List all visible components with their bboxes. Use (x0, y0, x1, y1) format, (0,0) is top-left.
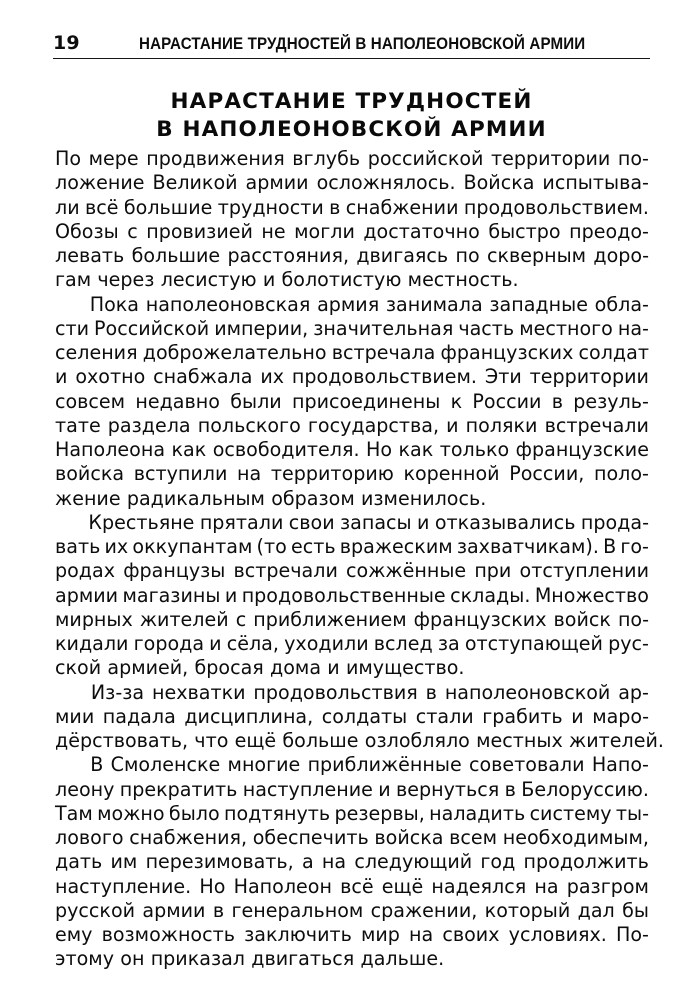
word: Великой (152, 171, 238, 195)
word: армии (245, 171, 309, 195)
word: снабжения, (129, 826, 248, 849)
word: России, (509, 462, 585, 486)
word: французских (413, 607, 547, 631)
word: леону (55, 777, 115, 801)
word: города (133, 632, 205, 655)
paragraph (55, 147, 649, 293)
word: и (571, 704, 584, 728)
word: который (484, 898, 571, 922)
word: армия (317, 292, 380, 316)
word: и (55, 365, 68, 389)
word: обеспечить (252, 826, 369, 849)
text-line (55, 559, 649, 583)
word: сти (55, 316, 90, 340)
word: как (398, 438, 434, 461)
word: наступление. (55, 874, 192, 898)
word: государства, (307, 413, 440, 437)
word: к (450, 389, 463, 413)
word: грабить (482, 704, 563, 728)
word: в (425, 680, 437, 704)
word: большие (123, 195, 213, 219)
text-line (55, 244, 649, 268)
word: вражеским (339, 535, 453, 558)
word: кидали (55, 632, 129, 655)
word: Из-за (90, 680, 145, 704)
word: Крестьяне (88, 510, 195, 534)
text-line (55, 293, 649, 317)
word: а (301, 850, 314, 874)
word: за (437, 632, 460, 655)
word: По (55, 147, 82, 170)
word: снабжении (345, 195, 459, 219)
word: рус- (608, 632, 649, 655)
word: освободителя. (212, 438, 360, 461)
word: Эти (484, 365, 522, 389)
word: по- (617, 607, 649, 631)
page-title (53, 88, 650, 144)
word: в (551, 389, 563, 413)
word: вернуться (396, 777, 500, 801)
word: войск (553, 607, 611, 631)
word: встречали (233, 559, 338, 583)
word: в (504, 777, 516, 801)
word: двигаясь (356, 244, 449, 267)
word: на (409, 923, 434, 946)
text-line (55, 875, 649, 899)
header-rule (53, 58, 650, 59)
word: продвижения (146, 147, 285, 170)
text-line (55, 632, 649, 656)
paragraph (55, 753, 649, 971)
body-text (55, 147, 664, 972)
word: могли (294, 219, 355, 243)
text-line (55, 317, 649, 341)
word: следующий (354, 850, 473, 874)
word: и (224, 583, 238, 607)
word: наполеоновской (444, 680, 611, 704)
word: охотно (75, 365, 146, 389)
word: возможность (101, 923, 235, 946)
text-line (55, 462, 649, 486)
word: Там (55, 801, 93, 825)
word: условиях. (508, 923, 607, 946)
word: заключить (244, 923, 352, 946)
word: подтянуть (224, 801, 331, 825)
word: прекратить (119, 777, 238, 801)
word: всё (340, 874, 374, 898)
word: поляки (465, 413, 538, 437)
word: ли (55, 195, 80, 219)
word: французы (123, 559, 226, 583)
word: доброжелательно (142, 341, 327, 364)
running-head-title: НАРАСТАНИЕ ТРУДНОСТЕЙ В НАПОЛЕОНОВСКОЙ АРМИИ (139, 35, 586, 53)
word: вступили (133, 462, 228, 486)
word: родах (55, 559, 116, 583)
word: было (168, 801, 220, 825)
word: мирных (55, 607, 133, 631)
word: на (237, 462, 262, 486)
word: были (230, 389, 282, 413)
word: дал (577, 898, 615, 922)
word: перезимовать, (145, 850, 294, 874)
word: продовольствием. (291, 365, 477, 389)
word: систему (529, 801, 612, 825)
word: вслед (373, 632, 433, 655)
word: По- (615, 923, 649, 946)
word: тате (55, 413, 101, 437)
word: жителей (139, 607, 229, 631)
word: русской (55, 898, 136, 922)
word: селения (55, 341, 138, 364)
text-line (55, 341, 649, 365)
word: и (378, 777, 391, 801)
word: уходили (284, 632, 369, 655)
word: французские (515, 438, 649, 461)
word: наладить (429, 801, 526, 825)
word: приближением (253, 607, 407, 631)
word: прятали (199, 510, 284, 534)
word: раздела (107, 413, 191, 437)
word: им (110, 850, 138, 874)
word: ар- (618, 680, 649, 704)
word: прода- (580, 510, 649, 534)
word: преодо- (569, 219, 649, 243)
text-line (55, 438, 649, 462)
text-line (55, 365, 649, 389)
word: резуль- (573, 389, 649, 413)
paragraph (55, 293, 649, 511)
word: бы (622, 898, 649, 922)
word: ты- (615, 801, 649, 825)
word: западные (489, 292, 588, 316)
word: маро- (592, 704, 649, 728)
word: испытыва- (542, 171, 649, 195)
word: территорию (270, 462, 394, 486)
text-line (55, 390, 649, 414)
paragraph (55, 680, 664, 754)
word: только (439, 438, 510, 461)
text-line (55, 414, 649, 438)
word: мере (88, 147, 139, 170)
word: своих (442, 923, 500, 946)
word: и (417, 510, 430, 534)
word: надеялся (431, 874, 527, 898)
text-line (55, 705, 649, 729)
word: значительная (313, 316, 454, 340)
text-line: дёрствовать, что ещё больше озлобляло местных жителей. (55, 729, 664, 752)
word: снабжала (153, 365, 253, 389)
word: Но (366, 438, 393, 461)
page-title-line-2: В НАПОЛЕОНОВСКОЙ АРМИИ (156, 117, 547, 143)
word: обла- (594, 292, 649, 316)
text-line: жение радикальным образом изменилось. (55, 486, 487, 510)
text-line: этому он приказал двигаться дальше. (55, 947, 445, 971)
word: Но (199, 874, 226, 898)
word: армии (142, 898, 206, 922)
word: вглубь (292, 147, 361, 170)
word: с (235, 607, 247, 631)
word: В (90, 753, 104, 777)
word: продовольствия (253, 680, 418, 704)
word: Напо- (591, 753, 649, 777)
word: приближённые (307, 753, 462, 777)
word: территории (491, 147, 611, 170)
word: трудности (217, 195, 324, 219)
word: дать (55, 850, 103, 874)
word: Множество (534, 583, 649, 607)
word: и (446, 413, 459, 437)
word: многие (227, 753, 301, 777)
word: коренной (403, 462, 500, 486)
word: нехватки (151, 680, 246, 704)
word: недавно (135, 389, 220, 413)
word: ещё (381, 874, 424, 898)
text-line (55, 196, 649, 220)
word: склады. (450, 583, 531, 607)
word: достаточно (363, 219, 480, 243)
word: совсем (55, 389, 126, 413)
word: В (603, 535, 617, 558)
word: советовали (468, 753, 585, 777)
word: Белоруссию. (521, 777, 649, 801)
word: можно (97, 801, 165, 825)
word: по- (617, 147, 649, 170)
word: (то (256, 535, 287, 558)
running-head (53, 32, 650, 58)
word: ему (55, 923, 93, 946)
word: не (261, 219, 286, 243)
word: магазины (122, 583, 221, 607)
word: местного (519, 316, 613, 340)
word: встречали (544, 413, 649, 437)
word: с (127, 219, 138, 243)
word: присоединены (291, 389, 441, 413)
word: дисциплина, (184, 704, 314, 728)
word: мии (55, 704, 95, 728)
word: разгром (566, 874, 649, 898)
word: сёла, (226, 632, 279, 655)
word: французских (440, 341, 574, 364)
word: солдаты (321, 704, 408, 728)
word: Пока (89, 292, 139, 316)
word: есть (290, 535, 336, 558)
word: большие (131, 244, 221, 267)
word: войска (374, 826, 444, 849)
word: занимала (385, 292, 483, 316)
text-line (55, 753, 649, 777)
word: наступление (242, 777, 373, 801)
word: наполеоновская (145, 292, 311, 316)
word: захватчикам). (456, 535, 599, 558)
word: и (209, 632, 222, 655)
word: на (321, 850, 347, 874)
text-line: ской армией, бросая дома и имущество. (55, 656, 465, 680)
word: резервы, (334, 801, 425, 825)
text-line: гам через лесистую и болотистую местность. (55, 268, 519, 292)
word: на- (617, 316, 649, 340)
word: войска (55, 462, 125, 486)
word: Наполеона (55, 438, 166, 461)
word: Смоленске (110, 753, 221, 777)
word: свои (288, 510, 335, 534)
word: левать (55, 244, 125, 267)
word: солдат (578, 341, 649, 364)
text-line (55, 584, 649, 608)
word: расстояния, (227, 244, 350, 267)
word: в (212, 898, 225, 922)
word: оккупантам (132, 535, 253, 558)
text-line (55, 923, 649, 947)
word: на (534, 874, 559, 898)
word: осложнялось. (316, 171, 456, 195)
word: сожжённые (346, 559, 467, 583)
text-line (55, 802, 649, 826)
word: польского (197, 413, 301, 437)
word: их (104, 535, 129, 558)
text-line (55, 171, 649, 195)
word: территории (529, 365, 649, 389)
word: лового (55, 826, 124, 849)
word: Наполеон (233, 874, 332, 898)
word: часть (458, 316, 515, 340)
word: продовольствием. (463, 195, 649, 219)
page-title-line-1: НАРАСТАНИЕ ТРУДНОСТЕЙ (170, 89, 533, 115)
word: отказывались (434, 510, 576, 534)
word: год (480, 850, 516, 874)
word: армии (55, 583, 119, 607)
text-line (55, 899, 649, 923)
word: генеральном (231, 898, 364, 922)
text-line (55, 608, 649, 632)
word: продолжить (523, 850, 649, 874)
text-line (55, 147, 649, 171)
text-line (55, 850, 649, 874)
word: провизией (146, 219, 253, 243)
page-number: 19 (53, 32, 80, 54)
word: ложение (55, 171, 145, 195)
word: го- (620, 535, 649, 558)
word: Российской (94, 316, 210, 340)
word: отступающей (464, 632, 603, 655)
word: как (171, 438, 207, 461)
text-line (55, 681, 649, 705)
word: российской (367, 147, 484, 170)
word: запасы (340, 510, 412, 534)
word: отступлении (519, 559, 649, 583)
word: при (474, 559, 512, 583)
word: Войска (463, 171, 535, 195)
paragraph (55, 511, 649, 681)
word: скверным (486, 244, 587, 267)
word: падала (102, 704, 176, 728)
word: империи, (214, 316, 309, 340)
word: сражении, (370, 898, 478, 922)
word: Обозы (55, 219, 119, 243)
word: стали (415, 704, 474, 728)
text-line (55, 535, 649, 559)
word: встречала (331, 341, 436, 364)
word: мир (360, 923, 400, 946)
word: быстро (488, 219, 561, 243)
word: продовольственные (241, 583, 446, 607)
text-line (55, 511, 649, 535)
word: всем (449, 826, 498, 849)
word: по (455, 244, 480, 267)
text-line (55, 826, 649, 850)
text-line (55, 778, 649, 802)
word: поло- (593, 462, 649, 486)
word: России (472, 389, 542, 413)
text-line (55, 220, 649, 244)
word: в (329, 195, 341, 219)
word: всё (85, 195, 119, 219)
word: их (260, 365, 285, 389)
word: необходимым, (502, 826, 649, 849)
word: доро- (593, 244, 649, 267)
word: вать (55, 535, 101, 558)
